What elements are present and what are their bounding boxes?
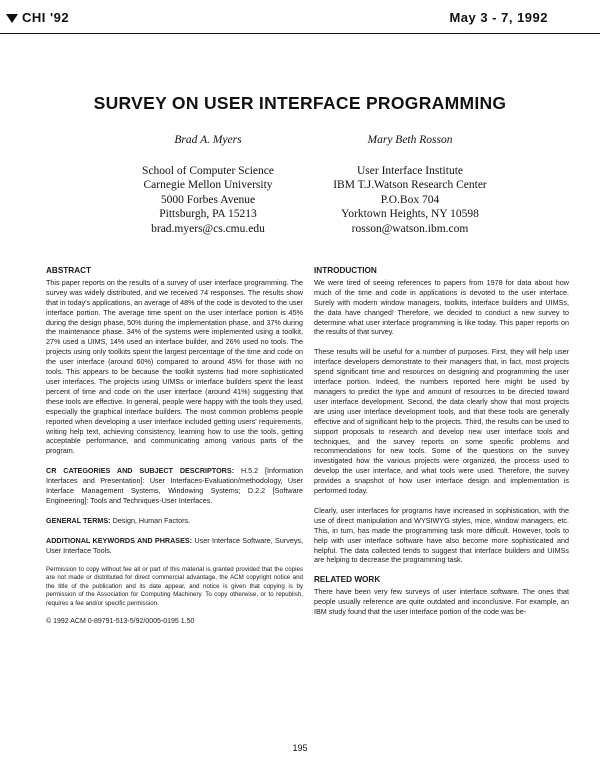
author-email: rosson@watson.ibm.com (351, 222, 469, 235)
author-affiliation-line: Carnegie Mellon University (143, 179, 273, 191)
keywords-heading: ADDITIONAL KEYWORDS AND PHRASES: (46, 535, 193, 545)
author-affiliation-line: IBM T.J.Watson Research Center (333, 179, 487, 191)
related-work-heading: RELATED WORK (314, 575, 381, 585)
keywords (46, 536, 303, 556)
conference-date: May 3 - 7, 1992 (449, 10, 548, 25)
introduction-paragraph-2: These results will be useful for a number of purposes. First, they will help user interface developers demonstrate to their managers that, in fact, most projects spend significant time and resources on designing and programming the user interface portion. Indeed, the numbers reported here might be used by managers to predict the type and amount of resources to be directed toward user interface development. Second, the data clearly show that most projects are using user interface development tools, and that these tools are generally effective and of significant help to the projects. Third, the results can be used to support proposals to research and develop new user interface tools and techniques, and the survey reports on some specific problems and recommendations for new tools. Some of the questions on the survey investigated how the various projects were organized, the process used to develop the user interface, and what tools were used. Therefore, the survey provides a snapshot of how user interface design and implementation is performed today. (314, 347, 569, 496)
page-number: 195 (292, 743, 308, 753)
abstract-heading: ABSTRACT (46, 266, 92, 275)
general-terms (46, 516, 303, 526)
general-terms-heading: GENERAL TERMS: (46, 515, 111, 525)
keywords-text: User Interface Software, Surveys, User Interface Tools. (46, 535, 303, 555)
cr-categories (46, 466, 303, 506)
introduction-paragraph-1: We were tired of seeing references to papers from 1978 for data about how much of the time and code in applications is devoted to the user interface. Surely with modern window managers, toolkits, interface builders and UIMSs, the data have changed! Therefore, we decided to conduct a new survey to determine what user interface programming is like today. This paper reports on the results of that survey. (314, 277, 569, 337)
general-terms-text: Design, Human Factors. (112, 515, 191, 525)
cr-heading: CR CATEGORIES AND SUBJECT DESCRIPTORS: (46, 466, 235, 476)
author-name: Brad A. Myers (174, 134, 242, 146)
introduction-heading: INTRODUCTION (314, 266, 377, 275)
author-affiliation-line: 5000 Forbes Avenue (160, 193, 256, 206)
author-block-1 (108, 133, 308, 236)
author-affiliation-line: User Interface Institute (356, 164, 463, 177)
introduction-paragraph-3: Clearly, user interfaces for programs have increased in sophistication, with the use of direct manipulation and WYSIWYG styles, mice, window managers, etc. This, in turn, has made the programming task more difficult. However, tools to help with user interface software have also become more sophisticated and helpful. The data collected tends to suggest that interface builders and UIMSs are helping to decrease the programming task. (314, 505, 569, 565)
author-affiliation-line: Pittsburgh, PA 15213 (159, 208, 257, 220)
author-name: Mary Beth Rosson (367, 134, 453, 146)
header-rule (0, 33, 600, 34)
related-work-text: There have been very few surveys of user interface software. The ones that people usually reference are quite outdated and inconclusive. For example, an IBM study found that the user interface portion of the code was be- (314, 587, 569, 617)
abstract-text: This paper reports on the results of a survey of user interface programming. The survey was widely distributed, and we received 74 responses. The results show that in today's applications, an average of 48% of the code is devoted to the user interface portion. The average time spent on the user interface portion is 45% during the design phase, 50% during the implementation phase, and 37% during the maintenance phase. 34% of the systems were implemented using a toolkit, 27% used a UIMS, 14% used an interface builder, and 26% used no tools. The projects using only toolkits spent the largest percentage of the time and code on the user interface (around 60%) compared to around 45% for those with no tools. This appears to be because the toolkit systems had more sophisticated user interfaces. The projects using UIMSs or interface builders spent the least percent of time and code on the user interface (around 41%) suggesting that these tools are effective. In general, people were happy with the tools they used, especially the graphical interface builders. The most common problems people reported when developing a user interface included getting users' requirements, writing help text, achieving consistency, learning how to use the tools, getting acceptable performance, and communicating among various parts of the program. (46, 277, 303, 456)
right-column (314, 266, 569, 627)
triangle-icon (6, 14, 18, 23)
paper-title: SURVEY ON USER INTERFACE PROGRAMMING (93, 93, 507, 113)
running-header (0, 0, 600, 34)
permission-notice: Permission to copy without fee all or part of this material is granted provided that the copies are not made or distributed for direct commercial advantage, the ACM copyright notice and the title of the publication and its date appear, and notice is given that copying is by permission of the Association for Computing Machinery. To copy otherwise, or to republish, requires a fee and/or specific permission. (46, 565, 303, 607)
author-email: brad.myers@cs.cmu.edu (151, 222, 265, 235)
copyright-line: © 1992 ACM 0-89791-513-5/92/0005-0195 1.50 (46, 617, 195, 625)
conference-label (6, 10, 69, 25)
conference-name: CHI '92 (22, 10, 70, 25)
cr-text: H.5.2 [Information Interfaces and Presentation]: User Interfaces-Evaluation/methodology, User Interface Management Systems, Windowing Systems; D.2.2 [Software Engineering]: Tools and Techniques-User Interfaces. (46, 466, 304, 505)
author-affiliation-line: School of Computer Science (142, 164, 274, 177)
author-block-2 (285, 133, 535, 236)
author-affiliation-line: P.O.Box 704 (380, 193, 440, 206)
left-column (46, 266, 303, 636)
author-affiliation-line: Yorktown Heights, NY 10598 (341, 208, 479, 220)
